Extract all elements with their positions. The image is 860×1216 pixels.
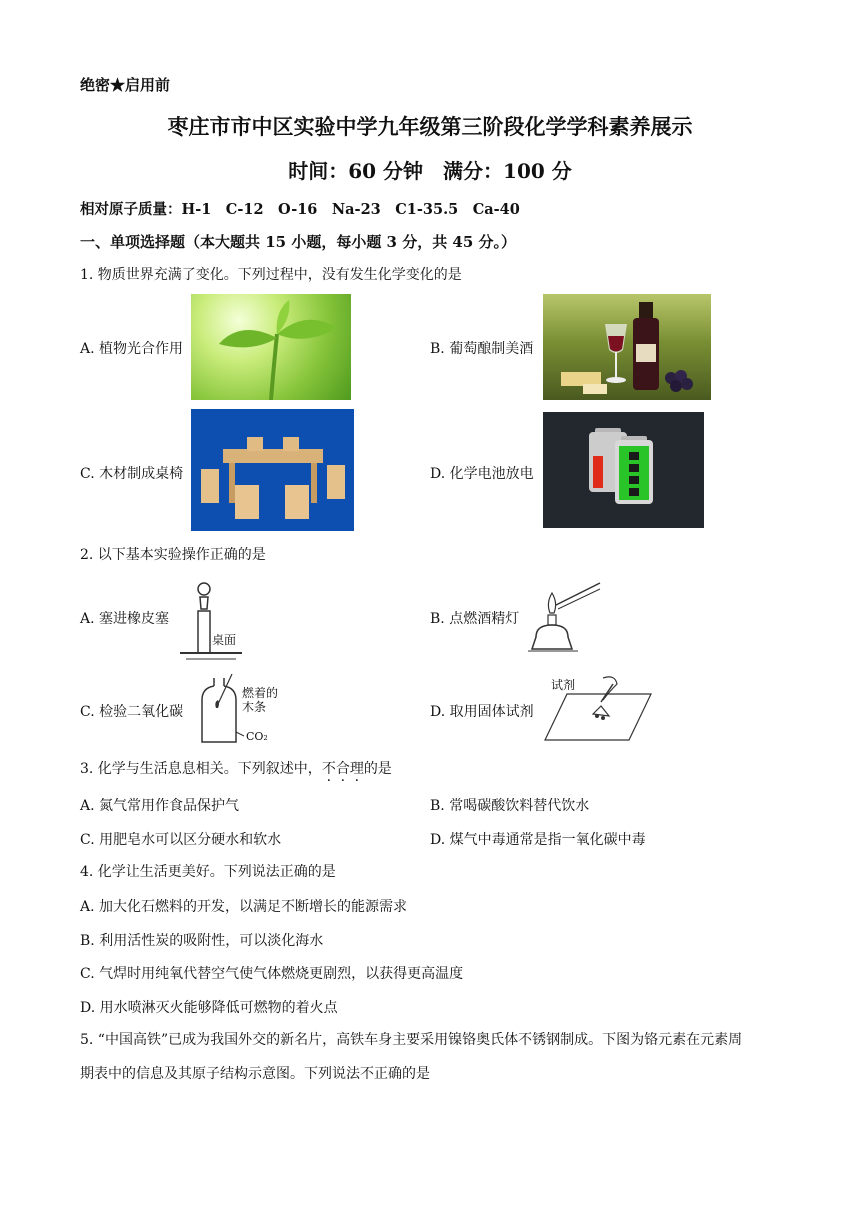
q3-stem-emphasis (322, 761, 364, 777)
q2-option-a: A. 塞进橡皮塞 (80, 611, 170, 627)
q3-stem-post: 的是 (363, 761, 392, 777)
emphasis-char: 合 (335, 761, 350, 777)
wine-photo (543, 294, 711, 400)
burning-stick-label: 燃着的木条 (242, 686, 279, 714)
q5-stem-line2: 期表中的信息及其原子结构示意图。下列说法不正确的是 (80, 1066, 430, 1082)
q3-option-c: C. 用肥皂水可以区分硬水和软水 (80, 832, 282, 848)
q3-stem-pre: 3. 化学与生活息息相关。下列叙述中， (80, 761, 322, 777)
emphasis-char: 理 (349, 761, 364, 777)
q4-stem: 4. 化学让生活更美好。下列说法正确的是 (80, 864, 336, 880)
q4-option-b: B. 利用活性炭的吸附性，可以淡化海水 (80, 933, 324, 949)
page-title: 枣庄市市中区实验中学九年级第三阶段化学学科素养展示 (167, 114, 693, 139)
solid-reagent-diagram (543, 670, 653, 742)
q4-option-c: C. 气焊时用纯氧代替空气使气体燃烧更剧烈，以获得更高温度 (80, 966, 464, 982)
q2-option-d: D. 取用固体试剂 (430, 704, 534, 720)
confidential-label: 绝密★启用前 (80, 76, 171, 94)
q3-option-d: D. 煤气中毒通常是指一氧化碳中毒 (430, 832, 646, 848)
co2-test-diagram (196, 672, 300, 748)
battery-image (543, 412, 704, 528)
section-heading: 一、单项选择题（本大题共 15 小题，每小题 3 分，共 45 分。） (80, 233, 517, 251)
stopper-diagram (178, 575, 244, 665)
q1-option-a: A. 植物光合作用 (80, 341, 184, 357)
q1-stem: 1. 物质世界充满了变化。下列过程中，没有发生化学变化的是 (80, 267, 462, 283)
q4-option-a: A. 加大化石燃料的开发，以满足不断增长的能源需求 (80, 899, 408, 915)
co2-label: CO₂ (246, 730, 268, 743)
atomic-mass-line: 相对原子质量：H-1 C-12 O-16 Na-23 C1-35.5 Ca-40 (80, 201, 520, 218)
q3-option-a: A. 氮气常用作食品保护气 (80, 798, 240, 814)
q4-option-d: D. 用水喷淋灭火能够降低可燃物的着火点 (80, 1000, 338, 1016)
furniture-photo (191, 409, 354, 531)
alcohol-lamp-diagram (528, 579, 602, 657)
q1-option-d: D. 化学电池放电 (430, 466, 534, 482)
plant-photo (191, 294, 351, 400)
q3-stem (80, 759, 392, 779)
desk-label: 桌面 (212, 633, 237, 647)
q1-option-b: B. 葡萄酿制美酒 (430, 341, 534, 357)
emphasis-char: 不 (321, 761, 336, 777)
q2-stem: 2. 以下基本实验操作正确的是 (80, 547, 266, 563)
q2-option-b: B. 点燃酒精灯 (430, 611, 520, 627)
q5-stem-line1: 5. “中国高铁”已成为我国外交的新名片，高铁车身主要采用镍铬奥氏体不锈钢制成。下图为铬元素在元素周 (80, 1032, 743, 1048)
q3-option-b: B. 常喝碳酸饮料替代饮水 (430, 798, 590, 814)
exam-info: 时间：60 分钟 满分：100 分 (288, 159, 572, 183)
reagent-label: 试剂 (551, 678, 576, 692)
q1-option-c: C. 木材制成桌椅 (80, 466, 184, 482)
q2-option-c: C. 检验二氧化碳 (80, 704, 184, 720)
